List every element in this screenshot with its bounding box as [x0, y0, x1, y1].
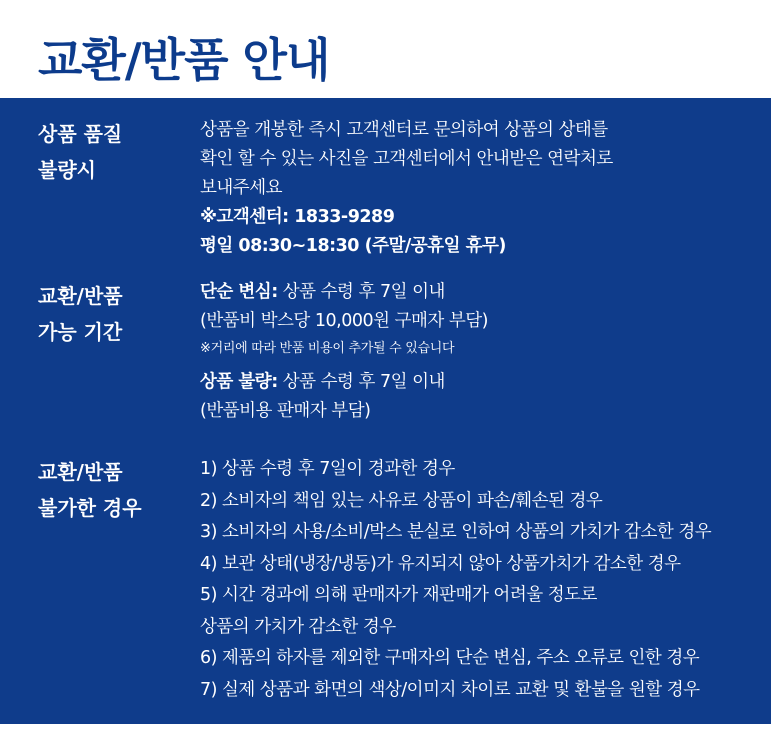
condition-item: 6) 제품의 하자를 제외한 구매자의 단순 변심, 주소 오류로 인한 경우 — [200, 648, 700, 668]
distance-note: ※거리에 따라 반품 비용이 추가될 수 있습니다 — [200, 341, 455, 356]
section-label-line: 교환/반품 — [38, 284, 123, 308]
defect-line — [200, 368, 760, 397]
section-label-line: 상품 품질 — [38, 122, 123, 146]
body-line: 확인 할 수 있는 사진을 고객센터에서 안내받은 연락처로 — [200, 149, 613, 169]
simple-change-text: 상품 수령 후 7일 이내 — [277, 282, 445, 302]
condition-item: 5) 시간 경과에 의해 판매자가 재판매가 어려울 정도로 — [200, 585, 597, 605]
condition-item: 2) 소비자의 책임 있는 사유로 상품이 파손/훼손된 경우 — [200, 490, 603, 511]
condition-item: 1) 상품 수령 후 7일이 경과한 경우 — [200, 459, 455, 479]
simple-change-line — [200, 278, 760, 307]
condition-item: 3) 소비자의 사용/소비/박스 분실로 인하여 상품의 가치가 감소한 경우 — [200, 522, 712, 542]
defect-text: 상품 수령 후 7일 이내 — [277, 372, 445, 392]
contact-number: ※고객센터: 1833-9289 — [200, 207, 395, 227]
header — [0, 0, 771, 98]
condition-item: 상품의 가치가 감소한 경우 — [200, 616, 396, 637]
section-label — [38, 278, 123, 350]
section-label-line: 불량시 — [38, 158, 96, 182]
defect-title: 상품 불량: — [200, 372, 278, 392]
info-panel — [0, 98, 771, 724]
defect-fee: (반품비용 판매자 부담) — [200, 401, 371, 421]
condition-item: 7) 실제 상품과 화면의 색상/이미지 차이로 교환 및 환불을 원할 경우 — [200, 679, 700, 700]
section-label-line: 교환/반품 — [38, 460, 123, 484]
body-line: 상품을 개봉한 즉시 고객센터로 문의하여 상품의 상태를 — [200, 120, 608, 140]
simple-change-title: 단순 변심: — [200, 282, 278, 302]
condition-item: 4) 보관 상태(냉장/냉동)가 유지되지 않아 상품가치가 감소한 경우 — [200, 553, 681, 574]
section-label-line: 불가한 경우 — [38, 496, 142, 520]
section-body — [200, 454, 760, 706]
body-line: 보내주세요 — [200, 178, 283, 198]
simple-change-fee: (반품비 박스당 10,000원 구매자 부담) — [200, 311, 488, 331]
section-label-line: 가능 기간 — [38, 320, 123, 344]
section-label — [38, 454, 142, 526]
section-body — [200, 278, 760, 426]
business-hours: 평일 08:30~18:30 (주말/공휴일 휴무) — [200, 236, 506, 256]
page-title: 교환/반품 안내 — [38, 33, 330, 87]
section-body — [200, 116, 760, 261]
footer-space — [0, 724, 771, 756]
section-label — [38, 116, 122, 188]
